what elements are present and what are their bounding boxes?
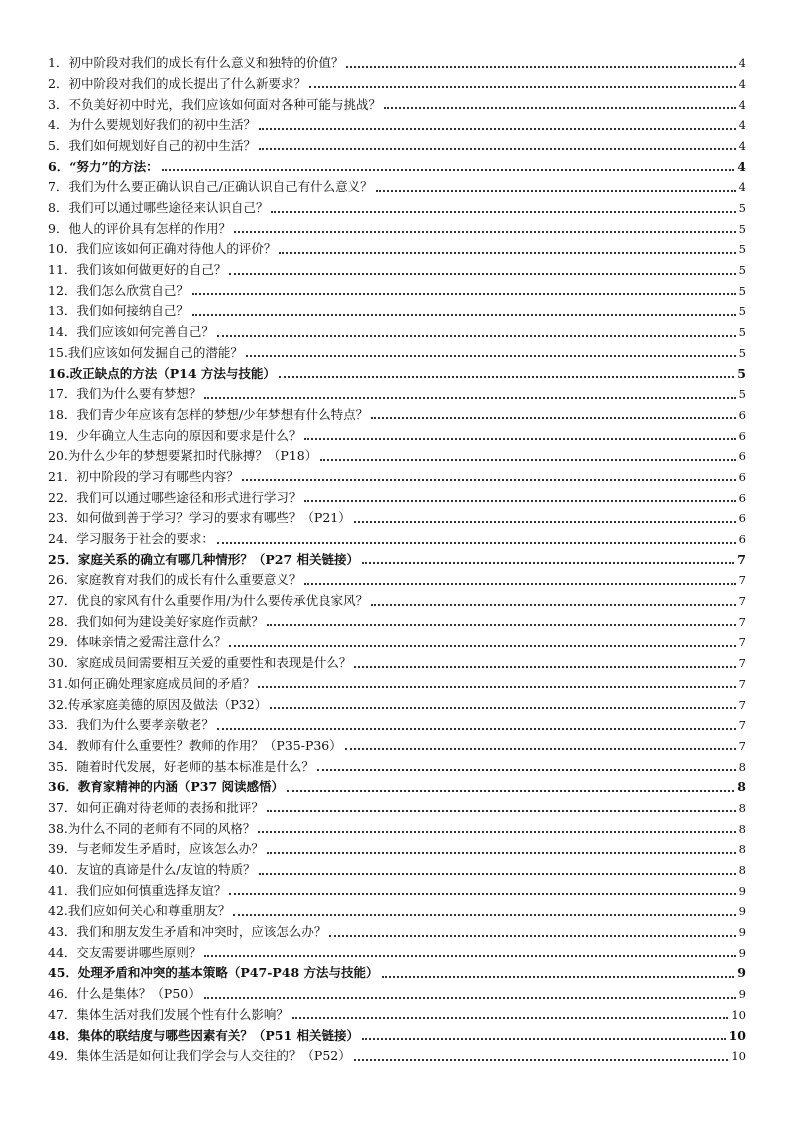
toc-dot-leader (382, 976, 735, 978)
toc-dot-leader (354, 666, 735, 668)
toc-entry-page-number: 5 (738, 325, 746, 340)
toc-entry[interactable] (48, 897, 746, 918)
toc-entry[interactable] (48, 49, 746, 70)
toc-entry-title: 什么是集体？（P50） (76, 986, 201, 1002)
toc-entry-number: 21． (48, 468, 77, 484)
toc-entry-number: 19． (48, 427, 77, 443)
toc-entry[interactable] (48, 877, 746, 898)
toc-entry-page-number: 6 (738, 428, 746, 443)
toc-entry-number: 31. (48, 675, 68, 691)
toc-dot-leader (217, 728, 736, 730)
toc-dot-leader (329, 935, 735, 937)
toc-entry[interactable] (48, 546, 746, 567)
toc-entry-page-number: 8 (738, 842, 746, 857)
toc-entry-title: 教师有什么重要性？教师的作用？（P35-P36） (76, 737, 342, 753)
toc-entry-page-number: 6 (738, 532, 746, 546)
toc-entry-page-number: 10 (728, 1027, 746, 1043)
toc-entry-number: 2． (48, 75, 69, 91)
toc-entry-number: 5． (48, 137, 69, 153)
toc-entry-page-number: 5 (738, 263, 746, 278)
toc-entry-page-number: 8 (738, 863, 746, 877)
toc-dot-leader (270, 707, 735, 709)
toc-entry-number: 27． (48, 593, 77, 609)
toc-entry[interactable] (48, 173, 746, 194)
toc-entry-number: 37． (48, 799, 77, 815)
toc-dot-leader (246, 355, 736, 357)
toc-entry-number: 26． (48, 572, 77, 588)
toc-entry-page-number: 4 (738, 56, 746, 71)
toc-entry-title: 如何做到善于学习？学习的要求有哪些？（P21） (76, 510, 351, 526)
toc-entry-page-number: 7 (738, 718, 746, 733)
toc-entry-number: 18． (48, 406, 77, 422)
toc-entry-title: 家庭成员间需要相互关爱的重要性和表现是什么？ (76, 655, 352, 671)
toc-entry[interactable] (48, 835, 746, 856)
toc-entry-title: 处理矛盾和冲突的基本策略（P47-P48 方法与技能） (77, 965, 379, 981)
toc-entry-page-number: 4 (737, 158, 746, 174)
toc-dot-leader (217, 335, 736, 337)
toc-entry-number: 11． (48, 262, 77, 278)
toc-entry-number: 41． (48, 882, 77, 898)
toc-entry[interactable] (48, 690, 746, 711)
toc-entry-title: 我们为什么要孝亲敬老？ (76, 717, 214, 733)
toc-entry-page-number: 9 (738, 925, 746, 940)
toc-entry-page-number: 7 (738, 594, 746, 609)
toc-dot-leader (162, 169, 735, 171)
toc-entry-page-number: 7 (738, 697, 746, 712)
toc-dot-leader (259, 873, 736, 875)
toc-entry-title: 我们应该如何正确对待他人的评价？ (76, 241, 277, 257)
toc-entry-title: 我们应如何慎重选择友谊？ (76, 882, 227, 898)
toc-entry-number: 8． (48, 200, 69, 215)
toc-dot-leader (192, 314, 736, 316)
toc-dot-leader (345, 748, 736, 750)
toc-entry-number: 1． (48, 55, 69, 71)
toc-entry-title: 我们应该如何完善自己？ (76, 324, 214, 340)
toc-entry-title: 家庭关系的确立有哪几种情形？（P27 相关链接） (77, 551, 360, 567)
toc-entry-number: 44． (48, 944, 77, 960)
toc-entry-title: 改正缺点的方法（P14 方法与技能） (69, 365, 276, 381)
toc-entry-number: 34． (48, 737, 77, 753)
toc-entry-page-number: 8 (738, 800, 746, 815)
toc-entry-title: 集体的联结度与哪些因素有关？（P51 相关链接） (77, 1027, 360, 1043)
toc-dot-leader (267, 852, 736, 854)
toc-entry-number: 17． (48, 386, 77, 402)
toc-entry[interactable] (48, 90, 746, 111)
toc-entry-number: 9． (48, 220, 69, 236)
toc-entry-number: 6． (48, 158, 70, 174)
toc-entry-page-number: 9 (738, 904, 746, 919)
toc-entry[interactable] (48, 1001, 746, 1022)
toc-entry-page-number: 7 (738, 676, 746, 691)
toc-dot-leader (267, 810, 736, 812)
toc-entry-title: 体味亲情之爱需注意什么？ (76, 634, 227, 650)
toc-entry-title: 优良的家风有什么重要作用/为什么要传承优良家风？ (76, 593, 369, 609)
toc-entry[interactable] (48, 152, 746, 173)
toc-entry-number: 40． (48, 862, 77, 877)
toc-entry[interactable] (48, 773, 746, 794)
toc-entry[interactable] (48, 297, 746, 318)
toc-entry-page-number: 5 (738, 304, 746, 319)
toc-entry-number: 22． (48, 489, 77, 505)
toc-entry-page-number: 7 (738, 573, 746, 588)
toc-entry-number: 13． (48, 303, 77, 319)
toc-entry-title: 友谊的真谛是什么/友谊的特质？ (76, 862, 256, 877)
toc-dot-leader (376, 190, 736, 192)
toc-dot-leader (317, 769, 736, 771)
toc-entry[interactable] (48, 132, 746, 153)
toc-entry-number: 48． (48, 1027, 78, 1043)
toc-dot-leader (204, 955, 735, 957)
toc-entry-number: 39． (48, 841, 77, 857)
toc-dot-leader (192, 293, 736, 295)
toc-entry-title: 我们应该如何发掘自己的潜能？ (67, 344, 243, 360)
toc-dot-leader (217, 542, 736, 544)
toc-entry[interactable] (48, 463, 746, 484)
toc-entry[interactable] (48, 380, 746, 401)
toc-entry[interactable] (48, 711, 746, 732)
toc-entry-title: 我们如何规划好自己的初中生活？ (68, 137, 256, 153)
toc-dot-leader (371, 417, 736, 419)
toc-entry-page-number: 4 (738, 118, 746, 133)
toc-entry-page-number: 5 (738, 242, 746, 257)
toc-entry-number: 32. (48, 696, 68, 712)
toc-dot-leader (242, 479, 736, 481)
toc-entry-title: 他人的评价具有怎样的作用？ (68, 220, 231, 236)
toc-entry[interactable] (48, 339, 746, 360)
toc-entry-number: 23． (48, 510, 77, 526)
toc-entry-number: 47． (48, 1006, 77, 1022)
toc-entry[interactable] (48, 856, 746, 877)
toc-entry[interactable] (48, 215, 746, 236)
toc-dot-leader (258, 831, 735, 833)
toc-entry-title: 我们如何为建设美好家庭作贡献？ (76, 613, 264, 629)
toc-entry[interactable] (48, 359, 746, 380)
toc-entry-page-number: 7 (737, 551, 746, 567)
toc-entry[interactable] (48, 401, 746, 422)
toc-entry[interactable] (48, 194, 746, 215)
toc-entry-title: 集体生活是如何让我们学会与人交往的？（P52） (76, 1048, 351, 1064)
toc-entry[interactable] (48, 442, 746, 463)
toc-entry[interactable] (48, 483, 746, 504)
toc-entry-page-number: 7 (738, 635, 746, 650)
toc-entry-page-number: 8 (737, 779, 746, 795)
toc-entry-title: 交友需要讲哪些原则？ (76, 944, 202, 960)
toc-entry[interactable] (48, 277, 746, 298)
toc-entry[interactable] (48, 566, 746, 587)
toc-entry-number: 14． (48, 324, 77, 340)
toc-dot-leader (229, 273, 735, 275)
toc-entry[interactable] (48, 649, 746, 670)
toc-dot-leader (304, 500, 735, 502)
toc-dot-leader (229, 645, 735, 647)
toc-dot-leader (346, 66, 735, 68)
toc-entry-page-number: 6 (738, 490, 746, 505)
toc-entry-number: 33． (48, 717, 77, 733)
toc-entry-title: 我们可以通过哪些途径来认识自己？ (68, 200, 269, 215)
toc-entry-page-number: 7 (738, 656, 746, 671)
toc-entry-number: 25． (48, 551, 78, 567)
toc-dot-leader (371, 604, 736, 606)
toc-entry-title: 初中阶段对我们的成长有什么意义和独特的价值？ (68, 55, 344, 71)
toc-entry-page-number: 8 (738, 821, 746, 836)
toc-entry-number: 12． (48, 282, 77, 298)
toc-entry[interactable] (48, 525, 746, 546)
toc-entry-title: 我们应如何关心和尊重朋友？ (67, 903, 231, 919)
toc-entry-title: 我们可以通过哪些途径和形式进行学习？ (76, 489, 302, 505)
toc-entry-number: 28． (48, 613, 77, 629)
toc-dot-leader (362, 562, 734, 564)
toc-dot-leader (271, 211, 735, 213)
toc-entry-title: 我们如何接纳自己？ (76, 303, 189, 319)
toc-dot-leader (309, 86, 736, 88)
toc-entry-page-number: 9 (738, 987, 746, 1002)
toc-entry-title: 如何正确对待老师的表扬和批评？ (76, 799, 264, 815)
toc-entry[interactable] (48, 628, 746, 649)
toc-entry[interactable] (48, 421, 746, 442)
toc-entry[interactable] (48, 587, 746, 608)
toc-dot-leader (259, 128, 736, 130)
toc-entry[interactable] (48, 70, 746, 91)
toc-entry-title: 为什么要规划好我们的初中生活？ (68, 117, 256, 133)
toc-dot-leader (279, 252, 735, 254)
toc-entry-title: 教育家精神的内涵（P37 阅读感悟） (77, 779, 285, 795)
toc-entry[interactable] (48, 504, 746, 525)
toc-dot-leader (204, 397, 735, 399)
toc-entry-number: 29． (48, 634, 77, 650)
toc-entry-page-number: 6 (738, 407, 746, 422)
toc-entry[interactable] (48, 752, 746, 773)
toc-dot-leader (259, 148, 736, 150)
toc-entry-number: 46． (48, 986, 77, 1002)
toc-entry-number: 38. (48, 820, 68, 836)
toc-entry[interactable] (48, 256, 746, 277)
toc-entry[interactable] (48, 794, 746, 815)
toc-entry-page-number: 6 (738, 449, 746, 464)
toc-entry-number: 10． (48, 241, 77, 257)
toc-entry[interactable] (48, 608, 746, 629)
toc-dot-leader (233, 914, 735, 916)
toc-entry-title: 传承家庭美德的原因及做法（P32） (67, 696, 268, 712)
toc-entry-page-number: 4 (738, 97, 746, 112)
toc-dot-leader (204, 997, 736, 999)
toc-entry[interactable] (48, 732, 746, 753)
toc-entry-title: 我们该如何做更好的自己？ (76, 262, 227, 278)
toc-entry-page-number: 6 (738, 511, 746, 526)
toc-dot-leader (304, 438, 735, 440)
toc-entry-page-number: 8 (738, 759, 746, 774)
toc-dot-leader (229, 893, 735, 895)
toc-entry-title: 不负美好初中时光，我们应该如何面对各种可能与挑战？ (68, 96, 381, 112)
toc-dot-leader (267, 624, 736, 626)
toc-entry-title: 我们青少年应该有怎样的梦想/少年梦想有什么特点？ (76, 406, 369, 422)
toc-entry[interactable] (48, 111, 746, 132)
toc-entry[interactable] (48, 235, 746, 256)
toc-entry-title: 少年确立人生志向的原因和要求是什么？ (76, 427, 302, 443)
toc-entry[interactable] (48, 1021, 746, 1042)
toc-entry-title: 与老师发生矛盾时，应该怎么办？ (76, 841, 264, 857)
toc-entry-number: 49． (48, 1048, 77, 1064)
toc-entry-page-number: 5 (737, 365, 746, 381)
toc-entry-title: 随着时代发展，好老师的基本标准是什么？ (76, 758, 314, 774)
toc-entry-title: 初中阶段对我们的成长提出了什么新要求？ (68, 75, 306, 91)
toc-entry-title: 我们为什么要有梦想？ (76, 386, 202, 402)
toc-entry-page-number: 5 (738, 283, 746, 298)
toc-dot-leader (292, 1017, 728, 1019)
toc-entry-number: 45． (48, 965, 78, 981)
toc-entry-page-number: 4 (738, 138, 746, 153)
toc-entry-page-number: 6 (738, 469, 746, 484)
toc-entry-number: 16. (48, 365, 70, 381)
toc-dot-leader (258, 686, 735, 688)
toc-dot-leader (354, 1059, 729, 1061)
toc-entry[interactable] (48, 670, 746, 691)
toc-dot-leader (354, 521, 736, 523)
toc-entry-title: 我们和朋友发生矛盾和冲突时，应该怎么办？ (76, 924, 327, 940)
toc-dot-leader (234, 231, 736, 233)
toc-entry-page-number: 9 (737, 965, 746, 981)
toc-entry-number: 15. (48, 344, 68, 360)
toc-entry-page-number: 4 (738, 76, 746, 91)
toc-entry-page-number: 10 (731, 1007, 746, 1022)
toc-entry[interactable] (48, 918, 746, 939)
toc-entry[interactable] (48, 980, 746, 1001)
toc-entry-number: 4． (48, 117, 69, 133)
table-of-contents (48, 49, 746, 1063)
toc-entry-page-number: 5 (738, 221, 746, 236)
toc-entry-number: 35． (48, 758, 77, 774)
toc-entry-page-number: 9 (738, 945, 746, 960)
toc-dot-leader (384, 107, 736, 109)
toc-entry-title: 我们怎么欣赏自己？ (76, 282, 189, 298)
toc-entry-number: 20. (48, 448, 68, 464)
toc-dot-leader (320, 459, 735, 461)
toc-entry-number: 42. (48, 903, 68, 919)
toc-entry-page-number: 7 (738, 614, 746, 629)
toc-entry-number: 30． (48, 655, 77, 671)
toc-entry-number: 3． (48, 96, 69, 112)
toc-entry-title: 学习服务于社会的要求： (76, 531, 214, 546)
toc-dot-leader (362, 1038, 726, 1040)
toc-entry-title: 为什么少年的梦想要紧扣时代脉搏？（P18） (67, 448, 318, 464)
toc-entry-title: 如何正确处理家庭成员间的矛盾？ (67, 675, 256, 691)
toc-entry-title: 初中阶段的学习有哪些内容？ (76, 468, 239, 484)
toc-entry-title: 为什么不同的老师有不同的风格？ (67, 820, 256, 836)
toc-dot-leader (279, 376, 734, 378)
toc-entry-number: 36． (48, 779, 78, 795)
toc-entry[interactable] (48, 959, 746, 980)
toc-entry[interactable] (48, 939, 746, 960)
toc-entry[interactable] (48, 814, 746, 835)
toc-dot-leader (304, 583, 735, 585)
toc-entry-page-number: 9 (738, 883, 746, 898)
toc-entry-page-number: 10 (731, 1049, 746, 1064)
toc-entry-page-number: 5 (738, 387, 746, 402)
toc-entry-page-number: 5 (738, 201, 746, 215)
toc-entry[interactable] (48, 1042, 746, 1063)
toc-entry-title: 集体生活对我们发展个性有什么影响？ (76, 1006, 289, 1022)
toc-entry-number: 43． (48, 924, 77, 940)
toc-entry[interactable] (48, 318, 746, 339)
toc-entry-page-number: 4 (738, 180, 746, 195)
toc-entry-title: 家庭教育对我们的成长有什么重要意义？ (76, 572, 302, 588)
toc-entry-title: 我们为什么要正确认识自己/正确认识自己有什么意义？ (68, 179, 373, 195)
toc-entry-page-number: 5 (738, 345, 746, 360)
toc-entry-number: 7． (48, 179, 69, 195)
toc-dot-leader (287, 790, 734, 792)
toc-entry-number: 24． (48, 531, 77, 546)
toc-entry-title: “努力”的方法： (69, 158, 159, 174)
toc-entry-page-number: 7 (738, 738, 746, 753)
